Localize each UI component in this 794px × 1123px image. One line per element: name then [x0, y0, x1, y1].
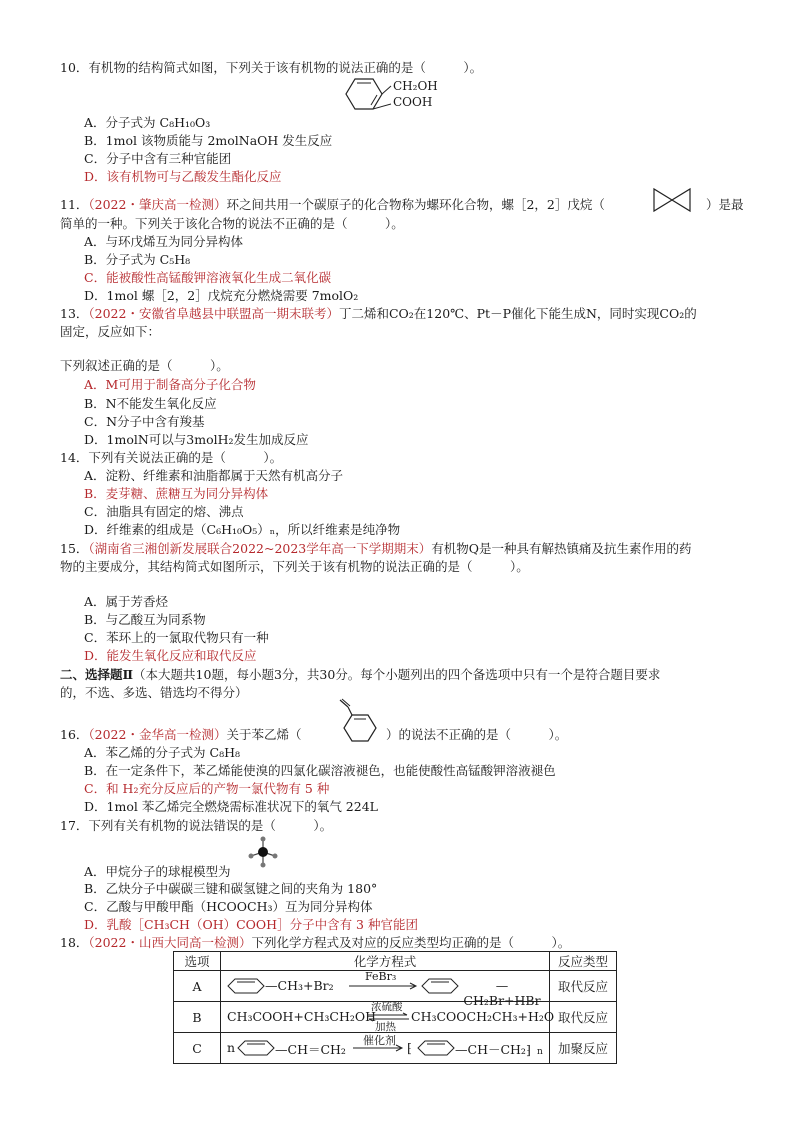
q18-row-b-lhs: CH₃COOH+CH₃CH₂OH: [227, 1009, 377, 1024]
q18-row-c-lhs: —CH＝CH₂: [275, 1042, 346, 1057]
q14-option-b-answer: B．麦芽糖、蔗糖互为同分异构体: [84, 486, 269, 501]
q18-source: （2022・山西大同高一检测）: [88, 935, 252, 950]
q15-number: 15．: [60, 541, 89, 556]
q18-row-a: [174, 971, 617, 1002]
q11-number: 11．: [60, 197, 89, 212]
q11-option-d: D．1mol 螺［2，2］戊烷充分燃烧需要 7molO₂: [84, 288, 359, 303]
q13-option-b: B．N不能发生氧化反应: [84, 396, 217, 411]
q16-source: （2022・金华高一检测）: [88, 727, 227, 742]
q15-option-d-answer: D．能发生氧化反应和取代反应: [84, 648, 257, 663]
q18-row-b-condition-top: 浓硫酸: [371, 1001, 403, 1013]
q18-row-b-option: B: [174, 1002, 221, 1033]
q13-option-d: D．1molN可以与3molH₂发生加成反应: [84, 432, 309, 447]
q11-source: （2022・肇庆高一检测）: [88, 197, 227, 212]
q18-row-c-coefficient: n: [227, 1040, 236, 1055]
q18-row-c: [174, 1033, 617, 1064]
methane-ball-stick-model: [248, 836, 278, 868]
q18-header-option: 选项: [174, 952, 221, 971]
q11-option-c-answer: C．能被酸性高锰酸钾溶液氧化生成二氧化碳: [84, 270, 332, 285]
q13-stem-text: 丁二烯和CO₂在120℃、Pt－P催化下能生成N，同时实现CO₂的: [338, 306, 697, 321]
q10-option-a: A．分子式为 C₈H₁₀O₃: [84, 115, 211, 130]
q18-row-b-type: 取代反应: [550, 1002, 617, 1033]
q10-ch2oh-group: CH₂OH: [393, 79, 438, 93]
q18-row-b-condition-bottom: 加热: [375, 1021, 396, 1033]
q13-option-c: C．N分子中含有羧基: [84, 414, 205, 429]
q18-row-a-lhs: —CH₃+Br₂: [265, 978, 334, 993]
q15-option-a: A．属于芳香烃: [84, 594, 169, 609]
q13-stem-line1: [60, 306, 697, 322]
q15-stem-line2: 物的主要成分，其结构简式如图所示，下列关于该有机物的说法正确的是（ ）。: [60, 559, 529, 574]
q16-option-b: B．在一定条件下，苯乙烯能使溴的四氯化碳溶液褪色，也能使酸性高锰酸钾溶液褪色: [84, 763, 556, 778]
q16-number: 16．: [60, 727, 89, 742]
q18-reaction-table: [173, 951, 617, 1064]
q11-stem-text: 环之间共用一个碳原子的化合物称为螺环化合物，螺［2，2］戊烷（: [226, 197, 605, 212]
q15-source: （湖南省三湘创新发展联合2022~2023学年高一下学期期末）: [88, 541, 432, 556]
section2-header-line1: [60, 667, 660, 683]
q18-row-a-rhs: —CH₂Br+HBr: [463, 978, 541, 1008]
q16-stem-start: [60, 727, 301, 743]
q13-number: 13．: [60, 306, 89, 321]
q18-row-a-type: 取代反应: [550, 971, 617, 1002]
benzene-ring-icon: [417, 1040, 455, 1056]
q16-option-a: A．苯乙烯的分子式为 C₈H₈: [84, 745, 240, 760]
q10-cooh-group: COOH: [393, 95, 433, 109]
benzene-ring-icon: [237, 1040, 275, 1056]
q15-option-b: B．与乙酸互为同系物: [84, 612, 206, 627]
q11-stem-line1: [60, 197, 605, 213]
q13-source: （2022・安徽省阜越县中联盟高一期末联考）: [88, 306, 339, 321]
q15-stem-text: 有机物Q是一种具有解热镇痛及抗生素作用的药: [431, 541, 692, 556]
q18-row-b-equation: [221, 1001, 555, 1033]
q13-stem-line2: 固定，反应如下：: [60, 324, 161, 339]
q18-row-c-rhs: —CH－CH₂⁆: [455, 1042, 531, 1057]
q18-row-c-type: 加聚反应: [550, 1033, 617, 1064]
q14-stem: 14．下列有关说法正确的是（ ）。: [60, 450, 283, 465]
q18-row-c-option: C: [174, 1033, 221, 1064]
q18-row-b: [174, 1002, 617, 1033]
q18-stem: [60, 935, 570, 951]
q17-option-b: B．乙炔分子中碳碳三键和碳氢键之间的夹角为 180°: [84, 881, 378, 896]
q18-row-c-subscript-n: n: [537, 1047, 543, 1057]
benzene-ring-icon: [421, 978, 459, 994]
q10-option-c: C．分子中含有三种官能团: [84, 151, 232, 166]
q16-option-d: D．1mol 苯乙烯完全燃烧需标准状况下的氧气 224L: [84, 799, 378, 814]
q11-option-a: A．与环戊烯互为同分异构体: [84, 234, 244, 249]
q18-stem-text: 下列化学方程式及对应的反应类型均正确的是（ ）。: [251, 935, 571, 950]
q18-row-c-bracket-open: ⁅: [407, 1040, 412, 1055]
q11-stem-line1-end: ）是最: [706, 197, 744, 212]
q17-stem: 17．下列有关有机物的说法错误的是（ ）。: [60, 818, 333, 833]
q11-stem-line2: 简单的一种。下列关于该化合物的说法不正确的是（ ）。: [60, 216, 404, 231]
spiropentane-structure: [652, 187, 692, 213]
section2-title: 二、选择题Ⅱ: [60, 667, 134, 682]
reaction-arrow-icon: [353, 1044, 405, 1052]
q16-stem-end: ）的说法不正确的是（ ）。: [386, 727, 568, 742]
q18-row-b-rhs: CH₃COOCH₂CH₃+H₂O: [411, 1009, 555, 1024]
q14-option-c: C．油脂具有固定的熔、沸点: [84, 504, 244, 519]
q10-stem: 10．有机物的结构简式如图，下列关于该有机物的说法正确的是（ ）。: [60, 60, 483, 75]
q17-option-d-answer: D．乳酸［CH₃CH（OH）COOH］分子中含有 3 种官能团: [84, 917, 418, 932]
q13-stem-line3: 下列叙述正确的是（ ）。: [60, 358, 229, 373]
reaction-arrow-icon: [349, 982, 419, 990]
benzene-ring-icon: [227, 978, 265, 994]
q16-option-c-answer: C．和 H₂充分反应后的产物一氯代物有 5 种: [84, 781, 330, 796]
q14-option-a: A．淀粉、纤维素和油脂都属于天然有机高分子: [84, 468, 344, 483]
q10-option-b: B．1mol 该物质能与 2molNaOH 发生反应: [84, 133, 333, 148]
q14-option-d: D．纤维素的组成是（C₆H₁₀O₅）ₙ，所以纤维素是纯净物: [84, 522, 401, 537]
q18-row-a-condition: FeBr₃: [365, 970, 397, 983]
q18-header-equation: 化学方程式: [221, 952, 550, 971]
q17-option-a: A．甲烷分子的球棍模型为: [84, 864, 231, 879]
q18-number: 18．: [60, 935, 89, 950]
q15-option-c: C．苯环上的一氯取代物只有一种: [84, 630, 269, 645]
q18-row-c-condition: 催化剂: [363, 1034, 396, 1047]
section2-header-line2: 的，不选、多选、错选均不得分）: [60, 685, 248, 700]
q10-structure-benzene: [345, 77, 385, 111]
q18-table-header-row: [174, 952, 617, 971]
q11-option-b: B．分子式为 C₅H₈: [84, 252, 191, 267]
q17-option-c: C．乙酸与甲酸甲酯（HCOOCH₃）互为同分异构体: [84, 899, 373, 914]
q13-option-a-answer: A．M可用于制备高分子化合物: [84, 377, 256, 392]
q16-stem-text: 关于苯乙烯（: [226, 727, 302, 742]
q18-row-a-option: A: [174, 971, 221, 1002]
q18-row-c-equation: [221, 1033, 550, 1064]
q15-stem-line1: [60, 541, 692, 557]
q10-option-d-answer: D．该有机物可与乙酸发生酯化反应: [84, 169, 282, 184]
styrene-structure: [338, 703, 382, 743]
section2-desc: （本大题共10题，每小题3分，共30分。每个小题列出的四个备选项中只有一个是符合题目要求: [133, 667, 661, 682]
q18-header-type: 反应类型: [550, 952, 617, 971]
